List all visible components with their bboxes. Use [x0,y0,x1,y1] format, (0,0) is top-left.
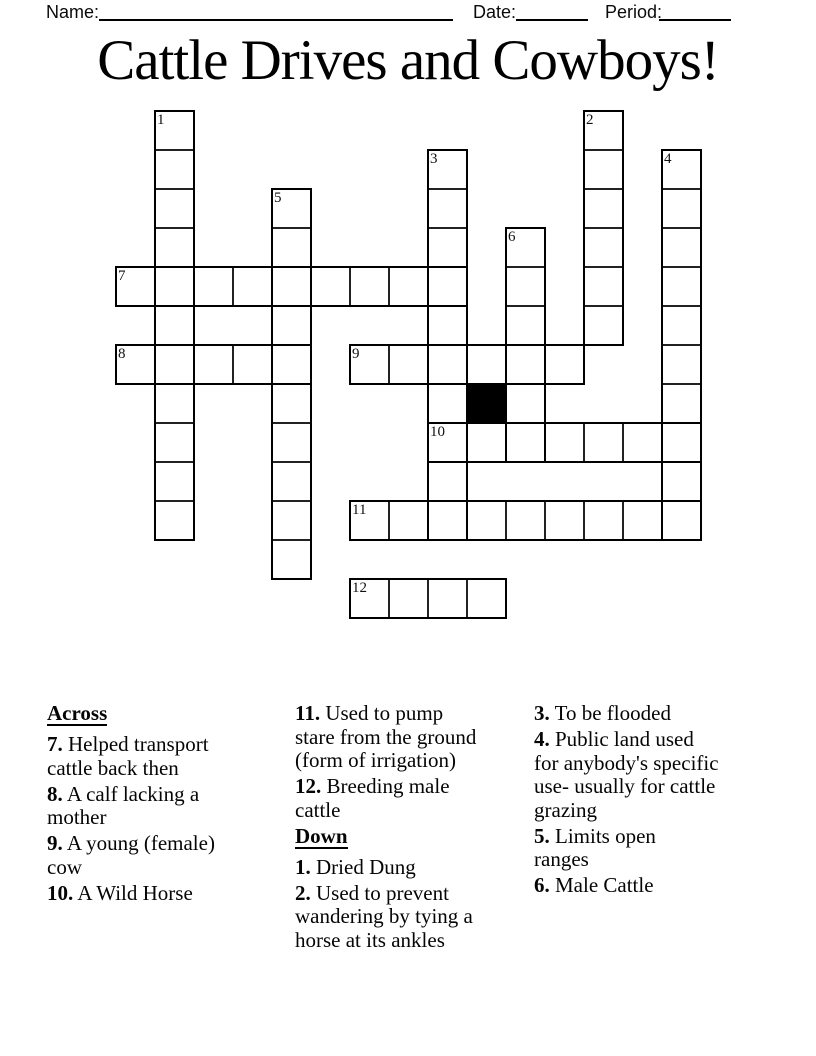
clue-across-11-number: 11. [295,701,321,725]
grid-cell-r6c7[interactable] [389,345,428,384]
grid-cell-r6c0[interactable] [116,345,155,384]
grid-cell-r12c6[interactable] [350,579,389,618]
grid-cell-r2c8[interactable] [428,189,467,228]
grid-number-8: 8 [118,346,126,362]
clue-across-8: 8. A calf lacking a mother [47,781,200,829]
clues-down-heading: Down [295,823,348,848]
grid-number-12: 12 [352,580,367,596]
grid-cell-r8c12[interactable] [584,423,623,462]
grid-number-7: 7 [118,268,126,284]
grid-cell-r1c1[interactable] [155,150,194,189]
grid-cell-r7c1[interactable] [155,384,194,423]
grid-cell-r4c2[interactable] [194,267,233,306]
worksheet-header [0,0,816,26]
grid-cell-r10c7[interactable] [389,501,428,540]
grid-number-2: 2 [586,112,594,128]
grid-cell-r4c7[interactable] [389,267,428,306]
grid-cell-r6c8[interactable] [428,345,467,384]
date-blank-line[interactable] [516,0,588,21]
clue-across-10-number: 10. [47,880,74,905]
puzzle-title: Cattle Drives and Cowboys! [97,29,719,92]
clue-across-10: 10. A Wild Horse [47,880,193,905]
grid-cell-r10c4[interactable] [272,501,311,540]
clue-across-8-number: 8. [47,781,63,806]
grid-cell-r1c14[interactable] [662,150,701,189]
clue-down-5-number: 5. [534,823,550,848]
grid-cell-r2c4[interactable] [272,189,311,228]
grid-cell-r8c14[interactable] [662,423,701,462]
grid-cell-r3c14[interactable] [662,228,701,267]
clue-down-1: 1. Dried Dung [295,854,416,879]
black-cell [467,384,506,423]
grid-cell-r10c6[interactable] [350,501,389,540]
grid-cell-r12c9[interactable] [467,579,506,618]
grid-cell-r5c4[interactable] [272,306,311,345]
grid-cell-r5c8[interactable] [428,306,467,345]
grid-cell-r8c11[interactable] [545,423,584,462]
grid-cell-r8c9[interactable] [467,423,506,462]
grid-cell-r1c8[interactable] [428,150,467,189]
grid-cell-r4c1[interactable] [155,267,194,306]
clue-down-4: 4. Public land used for anybody's specific use- usually for cattle grazing [534,727,719,822]
grid-cell-r3c12[interactable] [584,228,623,267]
grid-number-4: 4 [664,151,672,167]
clue-down-6: 6. Male Cattle [534,873,654,897]
grid-number-6: 6 [508,229,516,245]
grid-cell-r6c9[interactable] [467,345,506,384]
grid-cell-r6c6[interactable] [350,345,389,384]
clue-across-12-number: 12. [295,774,322,798]
grid-cell-r10c14[interactable] [662,501,701,540]
grid-cell-r6c14[interactable] [662,345,701,384]
grid-cell-r4c5[interactable] [311,267,350,306]
grid-cell-r4c12[interactable] [584,267,623,306]
name-label: Name: [46,2,100,22]
date-label: Date: [473,2,517,22]
clues-down-heading-row [295,825,502,849]
grid-number-1: 1 [157,112,165,128]
grid-cell-r9c1[interactable] [155,462,194,501]
grid-cell-r11c4[interactable] [272,540,311,579]
grid-cell-r7c10[interactable] [506,384,545,423]
grid-cell-r8c13[interactable] [623,423,662,462]
grid-cell-r10c12[interactable] [584,501,623,540]
clue-down-2-number: 2. [295,880,311,905]
grid-cell-r5c10[interactable] [506,306,545,345]
clue-down-2: 2. Used to prevent wandering by tying a horse at its ankles [295,880,473,952]
grid-cell-r4c6[interactable] [350,267,389,306]
grid-cell-r9c8[interactable] [428,462,467,501]
grid-cell-r10c9[interactable] [467,501,506,540]
grid-number-11: 11 [352,502,367,518]
grid-cell-r0c1[interactable] [155,111,194,150]
grid-cell-r12c8[interactable] [428,579,467,618]
period-label: Period: [605,2,663,22]
grid-cell-r4c10[interactable] [506,267,545,306]
grid-cell-r10c13[interactable] [623,501,662,540]
clues-across-heading: Across [47,701,108,725]
grid-cell-r9c14[interactable] [662,462,701,501]
grid-cell-r6c10[interactable] [506,345,545,384]
grid-cell-r4c4[interactable] [272,267,311,306]
grid-cell-r1c12[interactable] [584,150,623,189]
clue-across-12: 12. Breeding male cattle [295,774,450,822]
clue-column-2 [295,702,502,955]
clue-down-1-number: 1. [295,854,311,879]
grid-cell-r9c4[interactable] [272,462,311,501]
grid-cell-r4c14[interactable] [662,267,701,306]
grid-cell-r5c12[interactable] [584,306,623,345]
grid-cell-r6c11[interactable] [545,345,584,384]
grid-cell-r6c1[interactable] [155,345,194,384]
grid-cell-r3c1[interactable] [155,228,194,267]
grid-cell-r8c4[interactable] [272,423,311,462]
grid-cell-r7c14[interactable] [662,384,701,423]
clue-column-3 [534,702,754,900]
grid-cell-r10c10[interactable] [506,501,545,540]
grid-cell-r4c0[interactable] [116,267,155,306]
clue-down-3: 3. To be flooded [534,701,671,725]
grid-cell-r7c4[interactable] [272,384,311,423]
grid-cell-r10c8[interactable] [428,501,467,540]
grid-cell-r10c11[interactable] [545,501,584,540]
grid-cell-r8c1[interactable] [155,423,194,462]
clue-across-7-number: 7. [47,732,63,756]
grid-cell-r5c1[interactable] [155,306,194,345]
grid-cell-r8c10[interactable] [506,423,545,462]
grid-cell-r3c8[interactable] [428,228,467,267]
clue-down-3-number: 3. [534,701,550,725]
clue-across-9: 9. A young (female) cow [47,831,215,879]
grid-cell-r8c8[interactable] [428,423,467,462]
clue-across-9-number: 9. [47,831,63,855]
clues-across-heading-row [47,702,252,726]
grid-number-3: 3 [430,151,438,167]
crossword-grid [116,111,701,618]
grid-cell-r4c3[interactable] [233,267,272,306]
grid-cell-r6c3[interactable] [233,345,272,384]
grid-cell-r0c12[interactable] [584,111,623,150]
grid-cell-r6c2[interactable] [194,345,233,384]
clue-down-5: 5. Limits open ranges [534,823,656,871]
grid-cell-r2c1[interactable] [155,189,194,228]
grid-cell-r12c7[interactable] [389,579,428,618]
clue-column-1 [47,702,252,908]
grid-cell-r2c14[interactable] [662,189,701,228]
grid-number-5: 5 [274,190,282,206]
clue-across-7: 7. Helped transport cattle back then [47,732,209,780]
period-blank-line[interactable] [659,0,731,21]
grid-cell-r10c1[interactable] [155,501,194,540]
grid-cell-r3c10[interactable] [506,228,545,267]
clue-across-11: 11. Used to pump stare from the ground (form of irrigation) [295,701,477,772]
grid-cell-r3c4[interactable] [272,228,311,267]
name-blank-line[interactable] [99,0,453,21]
grid-number-10: 10 [430,424,445,440]
clue-down-6-number: 6. [534,873,550,897]
grid-cell-r5c14[interactable] [662,306,701,345]
clue-down-4-number: 4. [534,727,550,751]
grid-cell-r4c8[interactable] [428,267,467,306]
grid-number-9: 9 [352,346,360,362]
grid-cell-r2c12[interactable] [584,189,623,228]
grid-cell-r7c8[interactable] [428,384,467,423]
grid-cell-r6c4[interactable] [272,345,311,384]
